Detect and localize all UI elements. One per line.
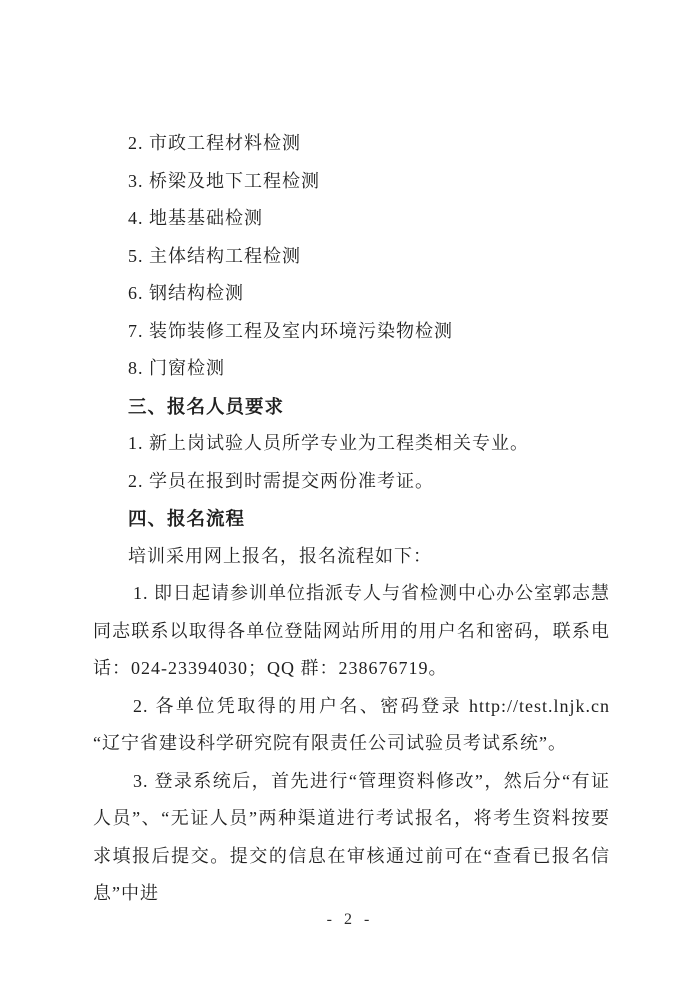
process-step: 1. 即日起请参训单位指派专人与省检测中心办公室郭志慧同志联系以取得各单位登陆网站所用的用户名和密码，联系电话：024-23394030；QQ 群：238676719。 — [93, 583, 610, 678]
detection-item: 3. 桥梁及地下工程检测 — [128, 170, 320, 191]
process-step: 3. 登录系统后，首先进行“管理资料修改”，然后分“有证人员”、“无证人员”两种渠道进行考试报名，将考生资料按要求填报后提交。提交的信息在审核通过前可在“查看已报名信息”中进 — [93, 770, 610, 903]
detection-item: 7. 装饰装修工程及室内环境污染物检测 — [128, 320, 453, 341]
requirement-item: 2. 学员在报到时需提交两份准考证。 — [128, 470, 434, 491]
section-heading-requirements: 三、报名人员要求 — [128, 395, 285, 417]
detection-item: 4. 地基基础检测 — [128, 208, 263, 228]
section-heading-process: 四、报名流程 — [128, 508, 246, 529]
detection-item: 6. 钢结构检测 — [128, 283, 244, 303]
process-step: 2. 各单位凭取得的用户名、密码登录 http://test.lnjk.cn “辽宁省建设科学研究院有限责任公司试验员考试系统”。 — [93, 695, 610, 753]
requirement-item: 1. 新上岗试验人员所学专业为工程类相关专业。 — [128, 433, 529, 453]
page-number: - 2 - — [326, 911, 374, 928]
process-intro: 培训采用网上报名，报名流程如下： — [128, 545, 432, 566]
document-body — [93, 125, 610, 913]
detection-item: 2. 市政工程材料检测 — [128, 133, 301, 153]
detection-item: 5. 主体结构工程检测 — [128, 245, 301, 266]
detection-item: 8. 门窗检测 — [128, 358, 225, 378]
